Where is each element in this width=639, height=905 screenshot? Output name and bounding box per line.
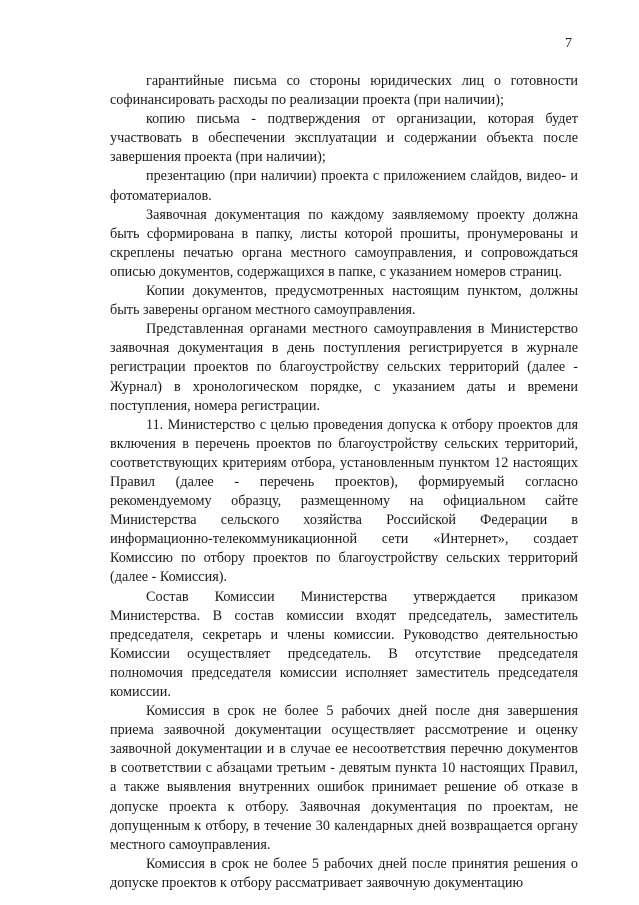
paragraph-commission-review: Комиссия в срок не более 5 рабочих дней после дня завершения приема заявочной документации осуществляет рассмотрение и оценку заявочной документации и в случае ее несоответствия перечню документов в соответствии с абзацами третьим - девятым пункта 10 настоящих Правил, а также выявления внутренних ошибок принимает решение об отказе в допуске проекта к отбору. Заявочная документация по проектам, не допущенным к отбору, в течение 30 календарных дней возвращается органу местного самоуправления. — [110, 703, 578, 853]
document-body — [110, 72, 578, 893]
page-number: 7 — [565, 36, 572, 51]
paragraph-application-folder: Заявочная документация по каждому заявляемому проекту должна быть сформирована в папку, листы которой прошиты, пронумерованы и скреплены печатью органа местного самоуправления, и сопровождаться описью документов, содержащихся в папке, с указанием номеров страниц. — [110, 206, 578, 280]
paragraph-commission-composition: Состав Комиссии Министерства утверждается приказом Министерства. В состав комиссии входят председатель, заместитель председателя, секретарь и члены комиссии. Руководство деятельностью Комиссии осуществляет председатель. В отсутствие председателя полномочия председателя комиссии исполняет заместитель председателя комиссии. — [110, 588, 578, 700]
paragraph-commission-admission: Комиссия в срок не более 5 рабочих дней после принятия решения о допуске проектов к отбору рассматривает заявочную документацию — [110, 855, 578, 891]
paragraph-confirmation-letter: копию письма - подтверждения от организации, которая будет участвовать в обеспечении эксплуатации и содержании объекта после завершения проекта (при наличии); — [110, 111, 578, 166]
paragraph-presentation: презентацию (при наличии) проекта с приложением слайдов, видео- и фотоматериалов. — [110, 168, 578, 204]
paragraph-registration: Представленная органами местного самоуправления в Министерство заявочная документация в день поступления регистрируется в журнале регистрации проектов по благоустройству сельских территорий (далее - Журнал) в хронологическом порядке, с указанием даты и времени поступления, номера регистрации. — [110, 321, 578, 414]
paragraph-guarantee-letters: гарантийные письма со стороны юридических лиц о готовности софинансировать расходы по реализации проекта (при наличии); — [110, 73, 578, 109]
paragraph-document-copies: Копии документов, предусмотренных настоящим пунктом, должны быть заверены органом местного самоуправления. — [110, 283, 578, 319]
paragraph-item-11: 11. Министерство с целью проведения допуска к отбору проектов для включения в перечень проектов по благоустройству сельских территорий, соответствующих критериям отбора, установленным пунктом 12 настоящих Правил (далее - перечень проектов), формируемый согласно рекомендуемому образцу, размещенному на официальном сайте Министерства сельского хозяйства Российской Федерации в информационно-телекоммуникационной сети «Интернет», создает Комиссию по отбору проектов по благоустройству сельских территорий (далее - Комиссия). — [110, 416, 578, 586]
